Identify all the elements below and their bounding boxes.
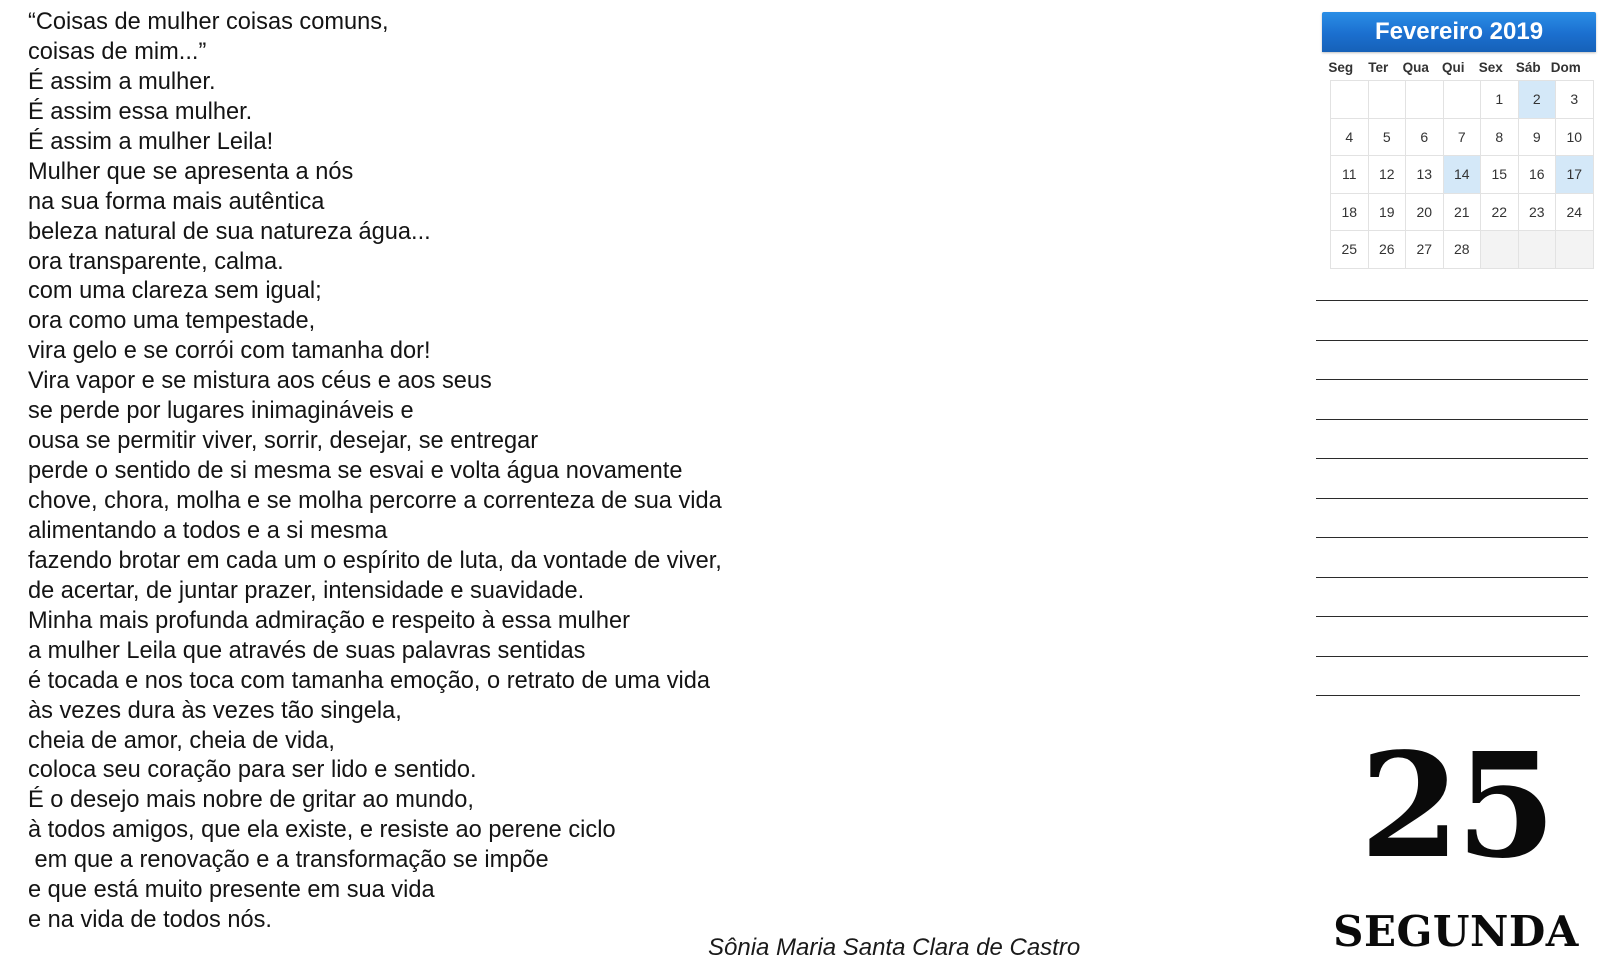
poem-line: vira gelo e se corrói com tamanha dor! [28, 338, 431, 365]
calendar-day[interactable]: 5 [1369, 119, 1407, 157]
calendar-day[interactable]: 21 [1444, 194, 1482, 232]
calendar-empty-cell [1519, 231, 1557, 269]
calendar-empty-cell [1331, 81, 1369, 119]
calendar-day[interactable]: 16 [1519, 156, 1557, 194]
poem-line: “Coisas de mulher coisas comuns, [28, 9, 389, 35]
poem-line: e que está muito presente em sua vida [28, 877, 435, 904]
poem-line: se perde por lugares inimagináveis e [28, 398, 414, 425]
poem-line: É assim essa mulher. [28, 98, 253, 125]
note-line [1316, 577, 1588, 578]
poem-line: cheia de amor, cheia de vida, [28, 727, 335, 754]
poem-line: É o desejo mais nobre de gritar ao mundo, [28, 787, 474, 814]
poem [28, 8, 848, 936]
day-number: 25 [1359, 721, 1553, 890]
poem-line: na sua forma mais autêntica [28, 188, 325, 215]
calendar-day[interactable]: 3 [1556, 81, 1594, 119]
calendar-day[interactable]: 27 [1406, 231, 1444, 269]
poem-line: alimentando a todos e a si mesma [28, 517, 388, 544]
calendar-day[interactable]: 9 [1519, 119, 1557, 157]
calendar-day[interactable]: 7 [1444, 119, 1482, 157]
poem-line: fazendo brotar em cada um o espírito de luta, da vontade de viver, [28, 547, 722, 574]
note-line [1316, 656, 1588, 657]
poem-line: a mulher Leila que através de suas palavras sentidas [28, 637, 586, 664]
poem-line: em que a renovação e a transformação se impõe [28, 847, 549, 874]
calendar-empty-cell [1444, 81, 1482, 119]
calendar-day[interactable]: 8 [1481, 119, 1519, 157]
calendar-weekday: Sex [1478, 60, 1503, 75]
calendar-day[interactable]: 17 [1556, 156, 1594, 194]
note-line [1316, 419, 1588, 420]
calendar-day[interactable]: 28 [1444, 231, 1482, 269]
note-line [1316, 695, 1580, 696]
calendar-day-grid [1330, 80, 1594, 269]
poem-line: Mulher que se apresenta a nós [28, 158, 354, 185]
poem-line: de acertar, de juntar prazer, intensidade e suavidade. [28, 577, 585, 604]
poem-line: ora como uma tempestade, [28, 308, 316, 335]
calendar-day[interactable]: 25 [1331, 231, 1369, 269]
poem-line: É assim a mulher Leila! [28, 128, 274, 155]
calendar-day[interactable]: 23 [1519, 194, 1557, 232]
note-line [1316, 458, 1588, 459]
note-line [1316, 300, 1588, 301]
calendar-day[interactable]: 2 [1519, 81, 1557, 119]
poem-line: ousa se permitir viver, sorrir, desejar, se entregar [28, 428, 539, 455]
calendar-day[interactable]: 1 [1481, 81, 1519, 119]
poem-line: Vira vapor e se mistura aos céus e aos seus [28, 368, 492, 395]
poem-line: às vezes dura às vezes tão singela, [28, 697, 402, 724]
calendar-weekday: Qui [1442, 60, 1465, 75]
calendar-empty-cell [1556, 231, 1594, 269]
poem-line: Minha mais profunda admiração e respeito à essa mulher [28, 607, 630, 634]
poem-line: coloca seu coração para ser lido e sentido. [28, 757, 477, 784]
poem-line: beleza natural de sua natureza água... [28, 218, 431, 245]
calendar-empty-cell [1406, 81, 1444, 119]
poem-line: ora transparente, calma. [28, 248, 284, 275]
calendar-day[interactable]: 11 [1331, 156, 1369, 194]
calendar-day[interactable]: 18 [1331, 194, 1369, 232]
poem-line: e na vida de todos nós. [28, 907, 272, 934]
calendar-weekday: Dom [1550, 60, 1581, 75]
calendar-day[interactable]: 22 [1481, 194, 1519, 232]
calendar-day[interactable]: 6 [1406, 119, 1444, 157]
day-name: SEGUNDA [1333, 907, 1579, 956]
calendar-weekday: Ter [1368, 60, 1389, 75]
poem-author: Sônia Maria Santa Clara de Castro [708, 934, 1081, 961]
calendar-weekday-row [1322, 57, 1600, 79]
calendar-weekday: Qua [1402, 60, 1429, 75]
note-line [1316, 340, 1588, 341]
note-line [1316, 498, 1588, 499]
poem-line: à todos amigos, que ela existe, e resiste ao perene ciclo [28, 817, 616, 844]
calendar-empty-cell [1481, 231, 1519, 269]
calendar-empty-cell [1369, 81, 1407, 119]
calendar-day[interactable]: 12 [1369, 156, 1407, 194]
note-line [1316, 379, 1588, 380]
calendar-month-title: Fevereiro 2019 [1322, 12, 1596, 52]
note-line [1316, 616, 1588, 617]
calendar-day[interactable]: 24 [1556, 194, 1594, 232]
calendar-day[interactable]: 10 [1556, 119, 1594, 157]
note-line [1316, 537, 1588, 538]
calendar-weekday: Sáb [1515, 60, 1541, 75]
calendar-day[interactable]: 14 [1444, 156, 1482, 194]
poem-line: É assim a mulher. [28, 68, 216, 95]
calendar-day[interactable]: 19 [1369, 194, 1407, 232]
poem-line: perde o sentido de si mesma se esvai e volta água novamente [28, 458, 683, 485]
poem-line: com uma clareza sem igual; [28, 278, 322, 305]
calendar-day[interactable]: 15 [1481, 156, 1519, 194]
poem-line: coisas de mim...” [28, 38, 207, 65]
calendar-day[interactable]: 26 [1369, 231, 1407, 269]
poem-line: chove, chora, molha e se molha percorre a correnteza de sua vida [28, 488, 722, 514]
calendar-weekday: Seg [1328, 60, 1354, 75]
calendar-day[interactable]: 20 [1406, 194, 1444, 232]
calendar-day[interactable]: 4 [1331, 119, 1369, 157]
mini-calendar [1322, 12, 1600, 269]
poem-line: é tocada e nos toca com tamanha emoção, o retrato de uma vida [28, 667, 710, 694]
calendar-day[interactable]: 13 [1406, 156, 1444, 194]
